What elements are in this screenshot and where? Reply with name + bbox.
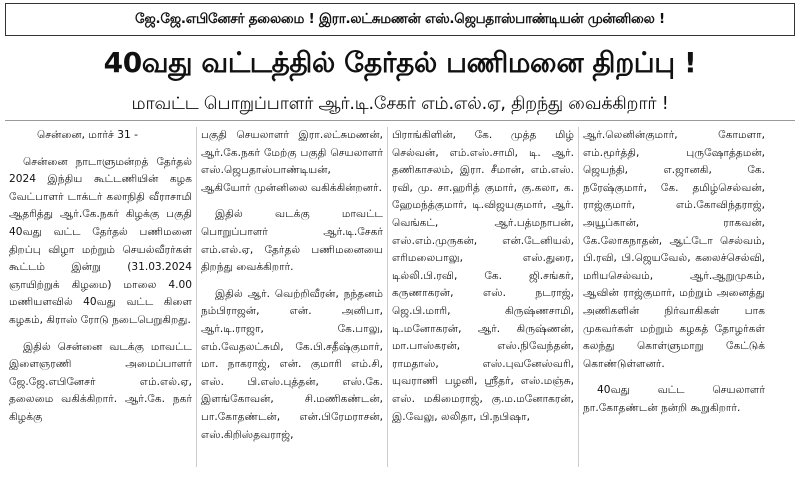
column-4 [578,127,769,467]
dateline: சென்னை, மார்ச் 31 - [37,129,138,141]
paragraph: சென்னை நாடாளுமன்றத் தேர்தல் 2024 இந்திய கூட்டணியின் கழக வேட்பாளர் டாக்டர் கலாநிதி வீராசாமி ஆதரித்து ஆர்.கே.நகர் கிழக்கு பகுதி 40வது வட்ட தேர்தல் பணிமனை திறப்பு விழா மற்றும் செயல்வீரர்கள் கூட்டம் இன்று (31.03.2024 ஞாயிற்றுக் கிழமை) மாலை 4.00 மணியளவில் 40வது வட்ட கிளை கழகம், கிராஸ் ரோடு நடைபெறுகிறது. [9,155,192,326]
paragraph: பகுதி செயலாளர் இரா.லட்சுமணன், ஆர்.கே.நகர் மேற்கு பகுதி செயலாளர் எஸ்.ஜெபதாஸ்பாண்டியன், ஆகியோர் முன்னிலை வகிக்கின்றனர். [201,129,383,194]
paragraph: ஆர்.லெனின்குமார், கோமளா, எம்.மூர்த்தி, புருஷோத்தமன், ஜெயந்தி, எ.ஜானகி, கே. நரேஷ்குமார், கே. தமிழ்செல்வன், ராஜ்குமார், எம்.கோவிந்தராஜ், அயூப்கான், ராகவன், கே.லோகநாதன், ஆட்டோ செல்வம், பி.ரவி, பி.ஜெயவேல், கலைச்செல்வி, மரியசெல்வம், ஆர்.ஆறுமுகம், ஆவின் ராஜ்குமார், மற்றும் அனைத்து அணிகளின் நிர்வாகிகள் பாக முகவர்கள் மற்றும் கழகத் தோழர்கள் கலந்து கொள்ளுமாறு கேட்டுக் கொண்டுள்ளனர். [583,129,765,370]
column-2 [196,127,387,467]
paragraph: பிராங்கிளின், கே. முத்த மிழ் செல்வன், எம்.எஸ்.சாமி, டி. ஆர். தணிகாசலம், இரா. சீமான், எம்.எஸ். ரவி, மு. சா.ஹரித் குமார், கு.கலா, க. ஹேமந்த்குமார், டி.விஜயகுமார், ஆர். வெங்கட், ஆர்.பத்மநாபன், எஸ்.எம்.முருகன், என்.டேனியல், எரிமலைபாலு, எஸ்.துரை, டில்லி.பி.ரவி, கே. ஜி.சங்கர், கருணாகரன், எஸ். நடராஜ், ஜெ.பி.மாரி, கிருஷ்ணசாமி, டி.மனோகரன், ஆர். கிருஷ்ணன், மா.பாஸ்கரன், எஸ்.நிவேந்தன், ராமதாஸ், எஸ்.புவனேஸ்வரி, யுவராணி பழனி, ஸ்ரீதர், எஸ்.மஞ்சு, எஸ். மகிமைராஜ், கு.ம.மனோகரன், இ.வேலு, லலிதா, பி.நபிஷா, [392,129,574,423]
kicker-line: ஜே.ஜே.எபினேசர் தலைமை ! இரா.லட்சுமணன் எஸ்.ஜெபதாஸ்பாண்டியன் முன்னிலை ! [5,3,795,36]
paragraph: இதில் சென்னை வடக்கு மாவட்ட இளைஞரணி அமைப்பாளர் ஜே.ஜே.எபினேசர் எம்.எல்.ஏ, தலைமை வகிக்கிறார். ஆர்.கே. நகர் கிழக்கு [9,340,192,423]
column-3 [387,127,578,467]
paragraph: இதில் வடக்கு மாவட்ட பொறுப்பாளர் ஆர்.டி.சேகர் எம்.எல்.ஏ, தேர்தல் பணிமனையை திறந்து வைக்கிறார். [201,208,383,274]
headline: 40வது வட்டத்தில் தேர்தல் பணிமனை திறப்பு ! [103,45,697,79]
news-clipping [5,3,795,474]
subheadline: மாவட்ட பொறுப்பாளர் ஆர்.டி.சேகர் எம்.எல்.ஏ, திறந்து வைக்கிறார் ! [5,90,795,121]
column-1 [5,127,196,467]
paragraph: 40வது வட்ட செயலாளர் நா.கோதண்டன் நன்றி கூறுகிறார். [583,384,765,414]
paragraph: இதில் ஆர். வெற்றிவீரன், நந்தனம் நம்பிராஜன், என். அனிபா, ஆர்.டி.ராஜா, கே.பாலு, எம்.வேதலட்சுமி, கே.பி.சதீஷ்குமார், மா. நாகராஜ், என். குமாரி எம்.சி, எஸ். பி.எஸ்.புத்தன், எஸ்.கே. இளங்கோவன், சி.மணிகண்டன், பா.கோதண்டன், என்.பிரேமராசன், எஸ்.கிறிஸ்தவராஜ், [201,287,383,441]
article-body [5,127,795,467]
